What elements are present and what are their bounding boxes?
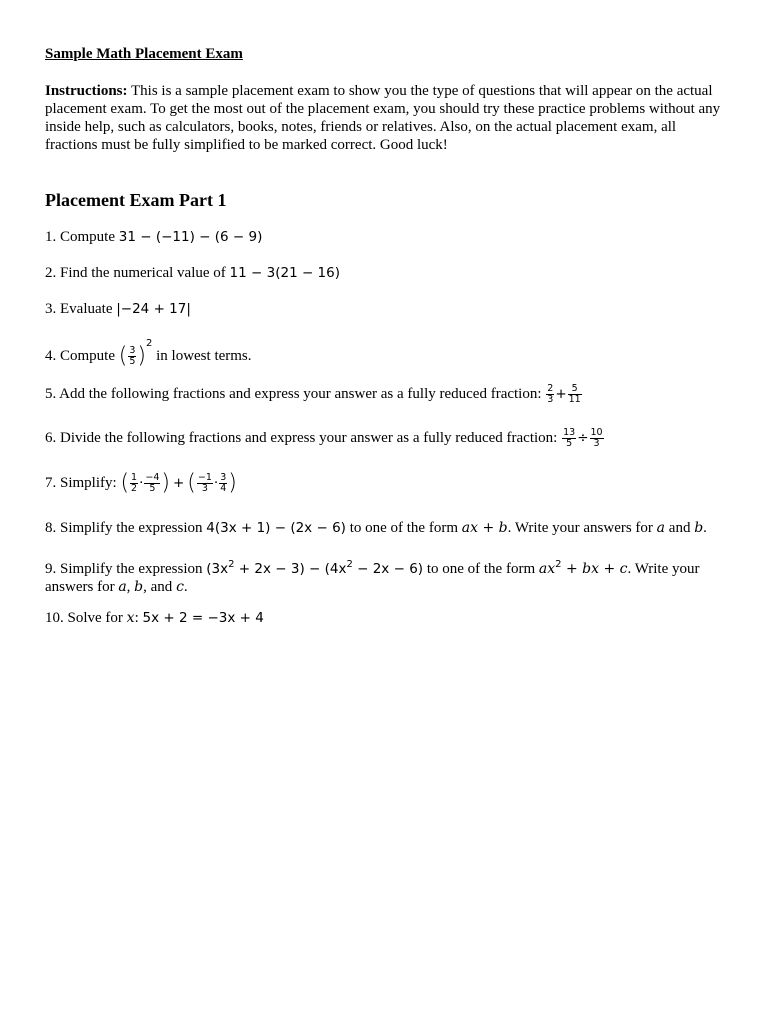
operator: ÷ (577, 429, 589, 446)
exponent: 2 (228, 559, 235, 570)
right-paren: ) (137, 343, 146, 369)
question-9 (45, 556, 725, 596)
question-9-and: , and (143, 579, 177, 595)
question-10 (45, 610, 264, 627)
dot-operator: · (139, 474, 144, 491)
fraction: $\frac{1}{2}$ (131, 472, 138, 494)
question-9-expression-part: (3x (206, 561, 229, 577)
question-7-text: 7. Simplify: (45, 474, 121, 491)
question-5-text: 5. Add the following fractions and express your answer as a fully reduced fraction: (45, 385, 546, 402)
instructions-paragraph (45, 82, 725, 154)
variable-x: x (126, 610, 135, 626)
question-8 (45, 520, 707, 537)
part-heading: Placement Exam Part 1 (45, 190, 227, 210)
fraction: $\frac{3}{5}$ (129, 345, 136, 368)
question-4-text: 4. Compute (45, 348, 119, 364)
question-5 (45, 384, 583, 405)
question-8-and: and (665, 520, 695, 536)
question-1 (45, 229, 262, 246)
question-9-form-part: ax (538, 561, 556, 577)
variable-c: c (176, 579, 184, 595)
question-9-mid: to one of the form (423, 561, 539, 577)
question-2-expression: 11 − 3(21 − 16) (229, 265, 340, 281)
question-9-end: . (183, 579, 188, 595)
fraction: $\frac{3}{4}$ (220, 472, 227, 494)
comma: , (126, 579, 135, 595)
question-9-form-part: + bx + c (561, 561, 628, 577)
right-paren: ) (161, 470, 170, 496)
question-3-text: 3. Evaluate (45, 301, 117, 317)
fraction: $\frac{5}{11}$ (568, 383, 581, 405)
fraction: $\frac{-4}{5}$ (145, 472, 160, 494)
variable-a: a (118, 579, 127, 595)
question-9-tail: . Write your answers for (45, 561, 700, 595)
operator: + (555, 385, 567, 402)
fraction: $\frac{2}{3}$ (547, 383, 554, 405)
question-8-tail: . Write your answers for (507, 520, 657, 536)
plus-operator: + (172, 474, 185, 491)
exponent: 2 (145, 338, 153, 349)
left-paren: ( (120, 470, 130, 496)
right-paren: ) (228, 470, 237, 496)
question-8-expression: 4(3x + 1) − (2x − 6) (206, 520, 346, 536)
exponent: 2 (346, 559, 353, 570)
exponent: 2 (555, 559, 562, 570)
question-3-expression: |−24 + 17| (116, 301, 191, 317)
page-title: Sample Math Placement Exam (45, 46, 243, 62)
question-10-text: 10. Solve for (45, 610, 127, 626)
question-7 (45, 470, 237, 496)
left-paren: ( (118, 343, 128, 369)
fraction: $\frac{13}{5}$ (563, 427, 576, 449)
question-10-expression: 5x + 2 = −3x + 4 (142, 610, 264, 626)
question-8-mid: to one of the form (345, 520, 462, 536)
question-8-end: . (703, 520, 707, 536)
question-6 (45, 428, 605, 449)
question-2-text: 2. Find the numerical value of (45, 265, 230, 281)
question-9-expression-part: − 2x − 6) (352, 561, 424, 577)
colon: : (134, 610, 143, 626)
question-9-expression-part: + 2x − 3) − (4x (234, 561, 347, 577)
question-9-text: 9. Simplify the expression (45, 561, 207, 577)
instructions-label: Instructions: (45, 83, 128, 99)
fraction: $\frac{-1}{3}$ (197, 472, 212, 494)
variable-a: a (656, 520, 666, 536)
fraction: $\frac{10}{3}$ (590, 427, 603, 449)
left-paren: ( (187, 470, 196, 496)
question-8-form: ax + b (461, 520, 508, 536)
question-1-text: 1. Compute (45, 229, 119, 245)
question-2 (45, 265, 340, 282)
question-4-suffix: in lowest terms. (152, 348, 252, 364)
question-1-expression: 31 − (−11) − (6 − 9) (118, 229, 263, 245)
question-3 (45, 301, 191, 318)
variable-b: b (134, 579, 144, 595)
question-6-text: 6. Divide the following fractions and express your answer as a fully reduced fraction: (45, 429, 562, 446)
question-4 (45, 338, 252, 367)
variable-b: b (694, 520, 704, 536)
instructions-text: This is a sample placement exam to show you the type of questions that will appear on the actual placement exam. To get the most out of the placement exam, you should try these practice problems without any inside help, such as calculators, books, notes, friends or relatives. Also, on the actual placement exam, all fractions must be fully simplified to be marked correct. Good luck! (45, 83, 721, 153)
question-8-text: 8. Simplify the expression (45, 520, 207, 536)
dot-operator: · (213, 474, 219, 491)
